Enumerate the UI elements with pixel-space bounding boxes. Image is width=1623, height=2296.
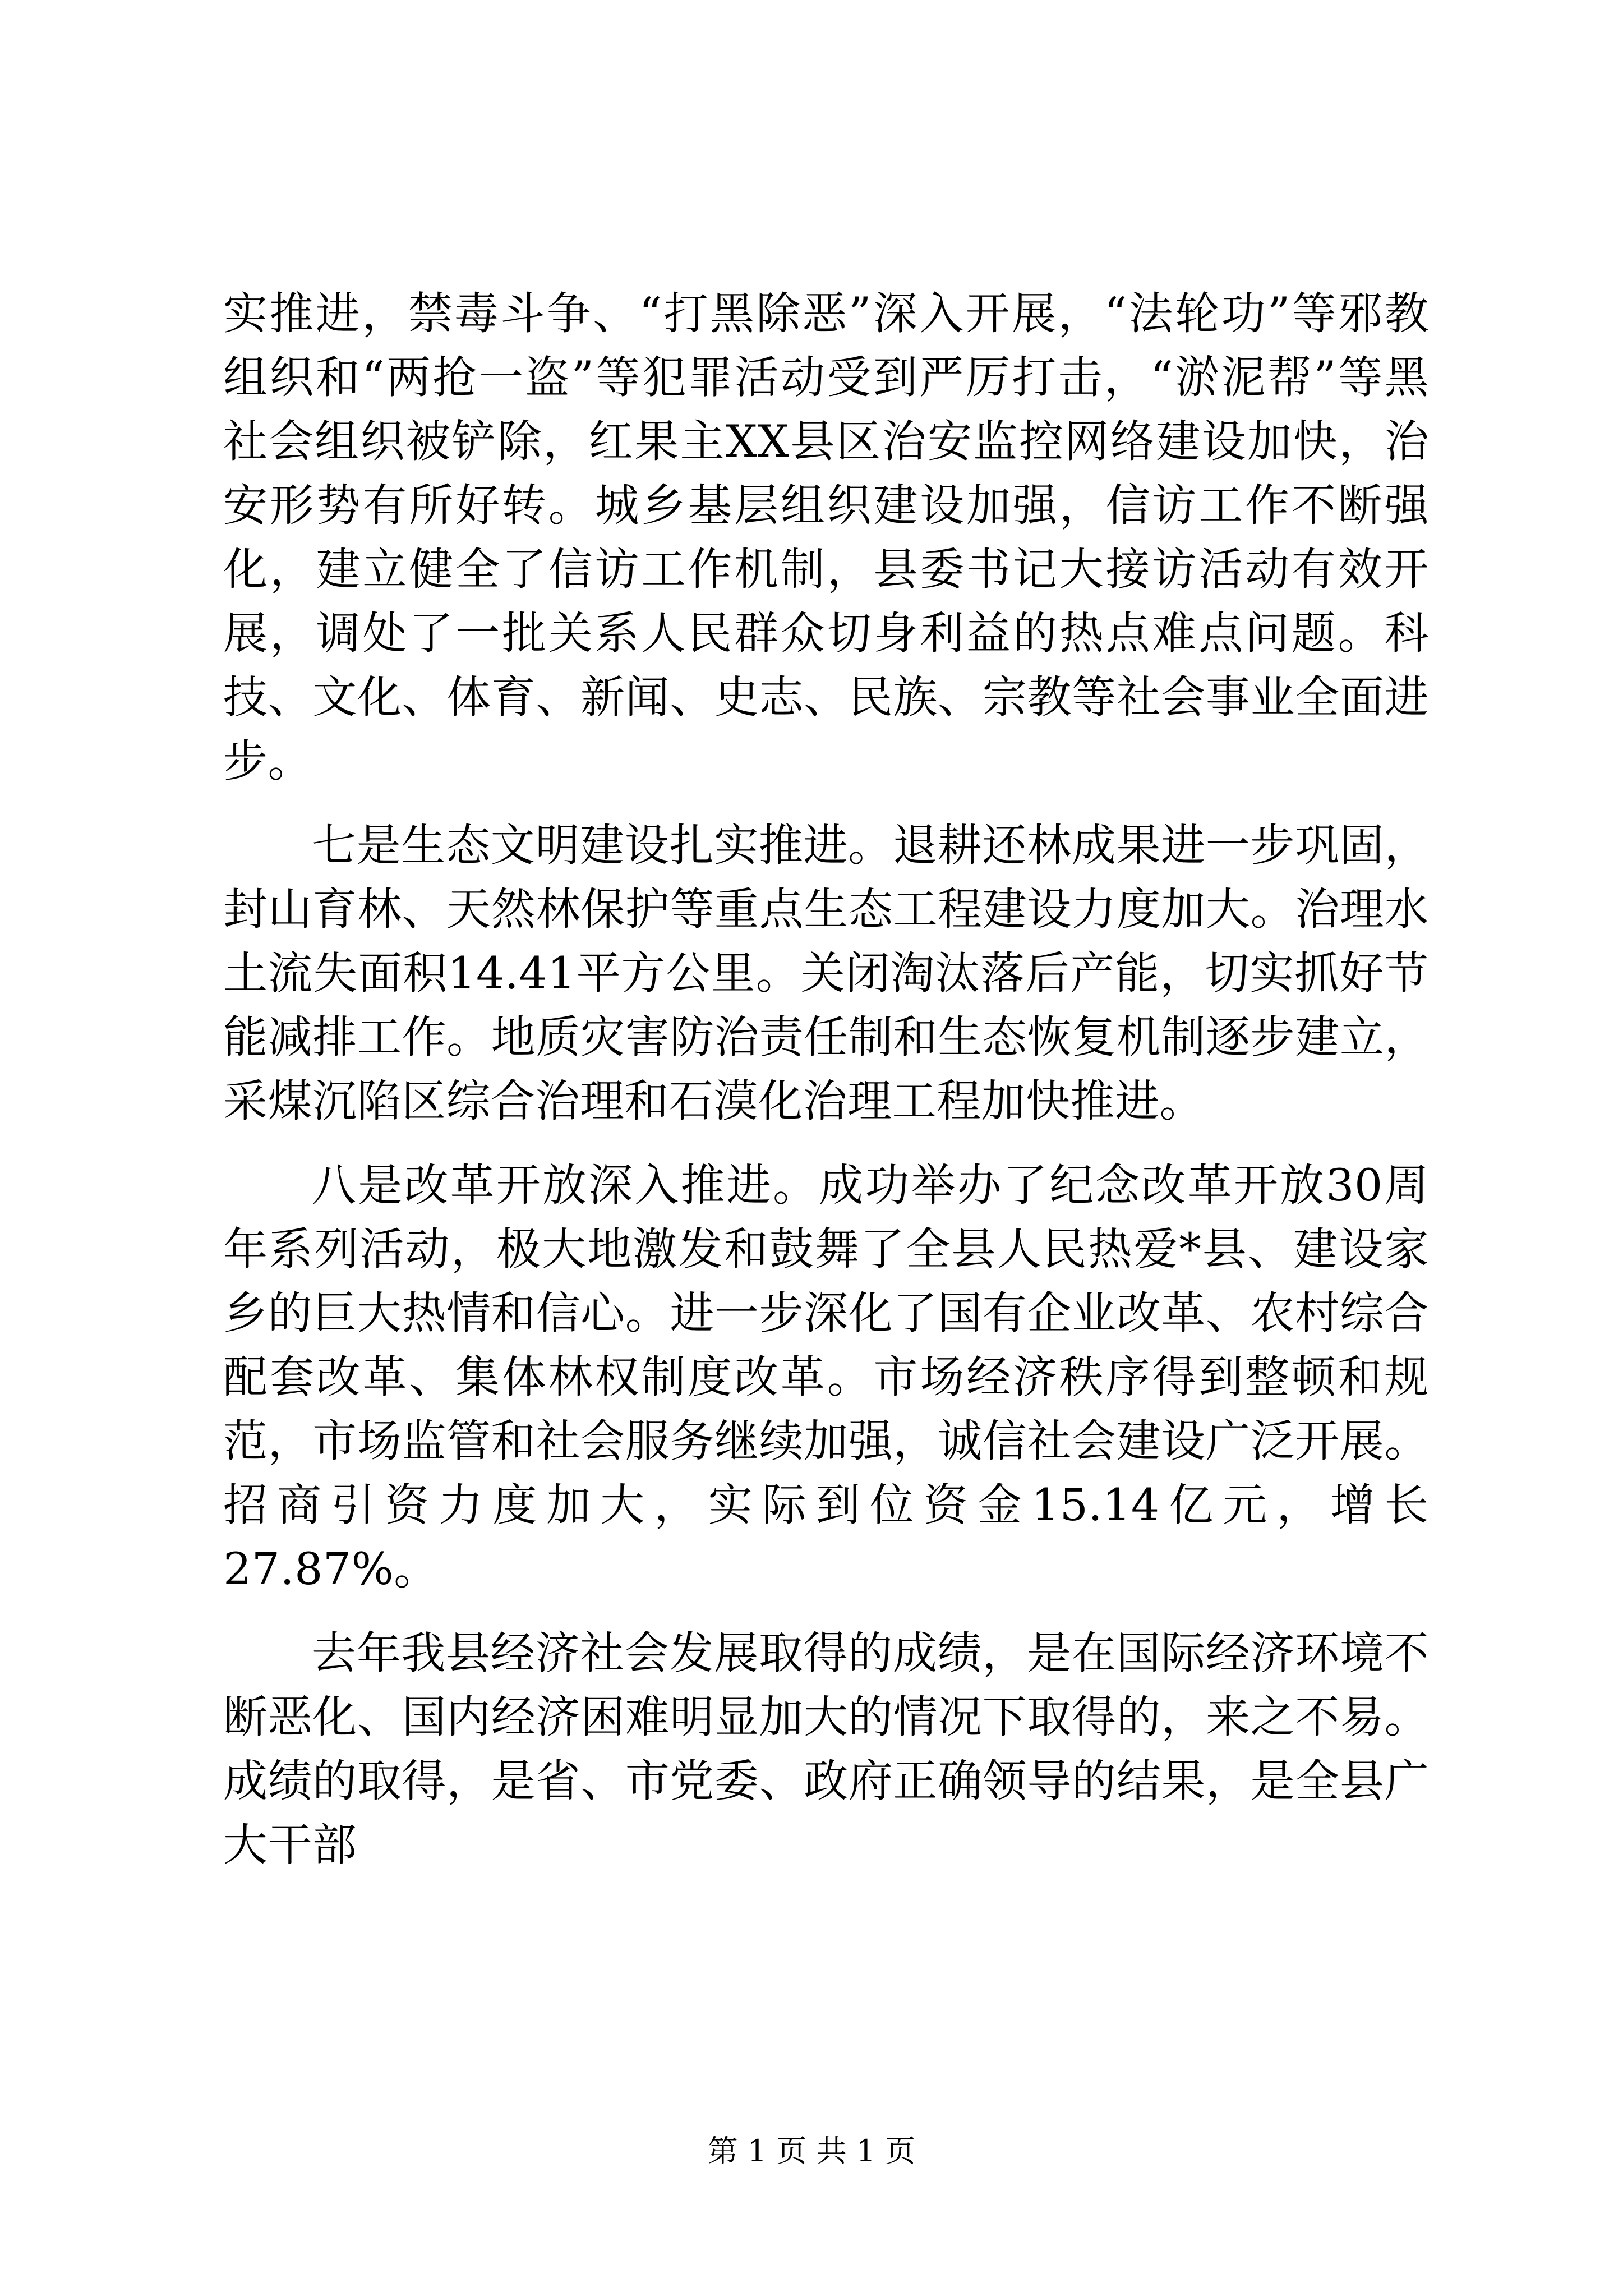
paragraph-ecology: 七是生态文明建设扎实推进。退耕还林成果进一步巩固，封山育林、天然林保护等重点生态工程建设力度加大。治理水土流失面积14.41平方公里。关闭淘汰落后产能，切实抓好节能减排工作。地质灾害防治责任制和生态恢复机制逐步建立，采煤沉陷区综合治理和石漠化治理工程加快推进。 — [223, 820, 1429, 1127]
paragraph-continuation: 实推进，禁毒斗争、“打黑除恶”深入开展，“法轮功”等邪教组织和“两抢一盗”等犯罪活动受到严厉打击，“淤泥帮”等黑社会组织被铲除，红果主XX县区治安监控网络建设加快，治安形势有所好转。城乡基层组织建设加强，信访工作不断强化，建立健全了信访工作机制，县委书记大接访活动有效开展，调处了一批关系人民群众切身利益的热点难点问题。科技、文化、体育、新闻、史志、民族、宗教等社会事业全面进步。 — [223, 288, 1429, 787]
paragraph-reform: 八是改革开放深入推进。成功举办了纪念改革开放30周年系列活动，极大地激发和鼓舞了全县人民热爱*县、建设家乡的巨大热情和信心。进一步深化了国有企业改革、农村综合配套改革、集体林权制度改革。市场经济秩序得到整顿和规范，市场监管和社会服务继续加强，诚信社会建设广泛开展。招商引资力度加大，实际到位资金15.14亿元，增长27.87%。 — [223, 1159, 1429, 1595]
page-footer: 第 1 页 共 1 页 — [707, 2133, 916, 2169]
paragraph-summary: 去年我县经济社会发展取得的成绩，是在国际经济环境不断恶化、国内经济困难明显加大的情况下取得的，来之不易。成绩的取得，是省、市党委、政府正确领导的结果，是全县广大干部 — [223, 1627, 1429, 1871]
document-body — [223, 282, 1429, 1897]
